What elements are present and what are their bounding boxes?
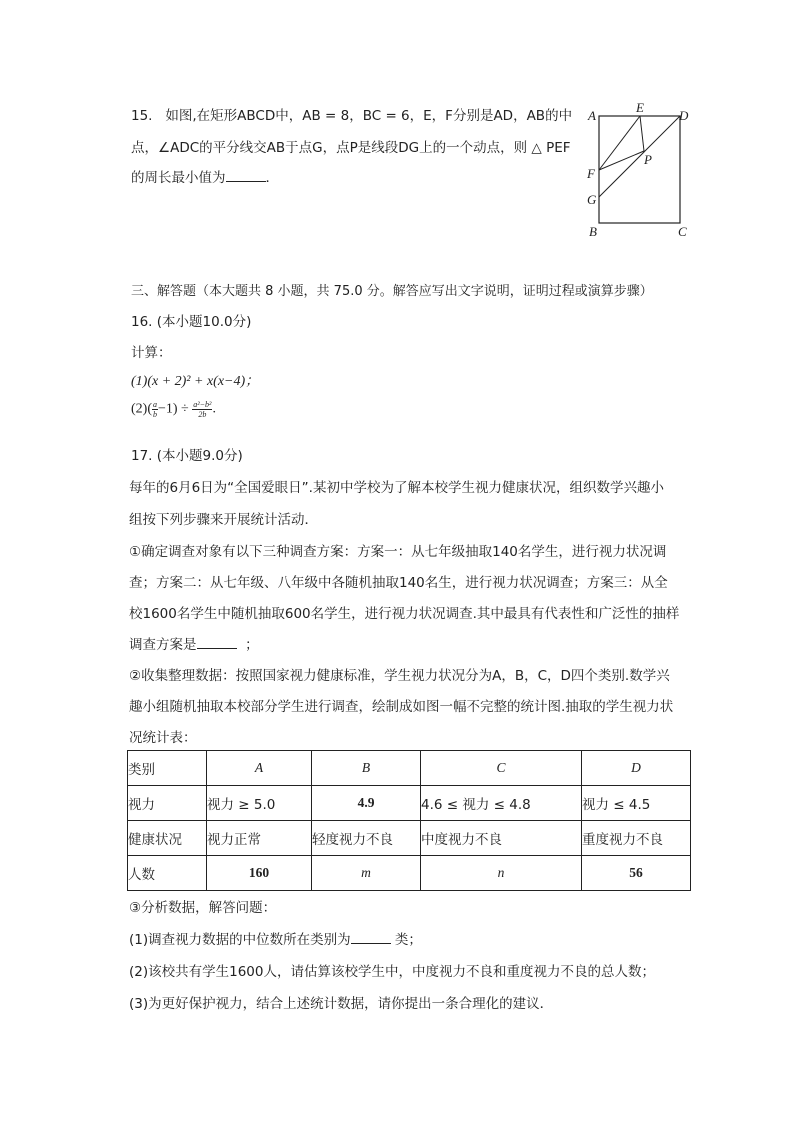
table-cell: m bbox=[312, 856, 421, 891]
answer-blank bbox=[226, 169, 266, 182]
q17-s1-line2: 查；方案二：从七年级、八年级中各随机抽取140名生，进行视力状况调查；方案三：从全 bbox=[129, 575, 668, 591]
table-cell: 视力正常 bbox=[207, 821, 312, 856]
answer-blank bbox=[351, 931, 391, 944]
label-b: B bbox=[589, 224, 597, 239]
table-cell: 类别 bbox=[128, 751, 207, 786]
table-cell: 重度视力不良 bbox=[582, 821, 691, 856]
table-cell: 视力 bbox=[128, 786, 207, 821]
rectangle-abcd bbox=[599, 116, 680, 223]
q17-s3-line1: ③分析数据，解答问题： bbox=[129, 900, 277, 916]
q17-q1-suffix: 类； bbox=[394, 932, 422, 948]
q16-part2-mid: −1) ÷ bbox=[158, 401, 193, 417]
q15-line3-prefix: 的周长最小值为 bbox=[131, 170, 226, 186]
table-row bbox=[128, 751, 691, 786]
fraction-numerator: a bbox=[153, 400, 157, 409]
segment-dg bbox=[599, 116, 680, 197]
table-cell: 视力 ≤ 4.5 bbox=[582, 786, 691, 821]
table-cell: 4.9 bbox=[312, 786, 421, 821]
q16-part1: (1)(x + 2)² + x(x−4)； bbox=[131, 374, 260, 389]
q17-p1-line1: 每年的6月6日为“全国爱眼日”.某初中学校为了解本校学生视力健康状况，组织数学兴趣小 bbox=[129, 480, 664, 496]
vision-statistics-table bbox=[127, 750, 691, 891]
q17-p1-line2: 组按下列步骤来开展统计活动． bbox=[129, 512, 318, 528]
q17-q3: (3)为更好保护视力，结合上述统计数据，请你提出一条合理化的建议． bbox=[129, 996, 554, 1012]
q15-line1 bbox=[131, 104, 572, 124]
label-g: G bbox=[587, 192, 597, 207]
answer-blank bbox=[197, 636, 237, 649]
q17-s2-line1: ②收集整理数据：按照国家视力健康标准，学生视力状况分为A，B，C，D四个类别.数学兴 bbox=[129, 668, 670, 684]
table-cell: 轻度视力不良 bbox=[312, 821, 421, 856]
q15-line3 bbox=[131, 166, 279, 186]
table-cell: 健康状况 bbox=[128, 821, 207, 856]
q17-q1 bbox=[129, 928, 422, 948]
table-cell: n bbox=[421, 856, 582, 891]
table-row bbox=[128, 856, 691, 891]
table-cell: 视力 ≥ 5.0 bbox=[207, 786, 312, 821]
table-cell: A bbox=[207, 751, 312, 786]
q17-q2: (2)该校共有学生1600人，请估算该校学生中，中度视力不良和重度视力不良的总人数； bbox=[129, 964, 655, 980]
q16-intro: 计算： bbox=[131, 345, 172, 361]
q16-part2 bbox=[131, 400, 216, 419]
table-row bbox=[128, 786, 691, 821]
table-cell: 56 bbox=[582, 856, 691, 891]
table-cell: C bbox=[421, 751, 582, 786]
label-e: E bbox=[636, 100, 644, 115]
label-f: F bbox=[587, 166, 595, 181]
fraction-denominator: 2b bbox=[198, 410, 207, 419]
q17-s2-line2: 趣小组随机抽取本校部分学生进行调查，绘制成如图一幅不完整的统计图.抽取的学生视力状 bbox=[129, 699, 674, 715]
table-cell: 人数 bbox=[128, 856, 207, 891]
table-cell: 4.6 ≤ 视力 ≤ 4.8 bbox=[421, 786, 582, 821]
q16-header: 16. (本小题10.0分) bbox=[131, 314, 252, 330]
table-cell: 中度视力不良 bbox=[421, 821, 582, 856]
label-d: D bbox=[679, 108, 689, 123]
q15-text-line1: 如图,在矩形ABCD中，AB = 8，BC = 6，E，F分别是AD，AB的中 bbox=[165, 108, 573, 124]
q17-s1-line3: 校1600名学生中随机抽取600名学生，进行视力状况调查.其中最具有代表性和广泛性的抽样 bbox=[129, 606, 680, 622]
q16-part2-suffix: . bbox=[212, 401, 216, 417]
section3-title: 三、解答题（本大题共 8 小题，共 75.0 分。解答应写出文字说明，证明过程或演算步骤） bbox=[131, 284, 653, 299]
q15-line3-suffix: ． bbox=[265, 170, 279, 186]
table-cell: 160 bbox=[207, 856, 312, 891]
fraction-numerator: a²−b² bbox=[193, 400, 212, 409]
label-a: A bbox=[588, 108, 596, 123]
q17-s1-line4 bbox=[129, 633, 259, 653]
q17-q1-prefix: (1)调查视力数据的中位数所在类别为 bbox=[129, 932, 351, 948]
q17-s1-line4-suffix: ； bbox=[245, 637, 259, 653]
q16-fraction-main bbox=[192, 400, 212, 419]
label-c: C bbox=[678, 224, 687, 239]
table-cell: B bbox=[312, 751, 421, 786]
table-row bbox=[128, 821, 691, 856]
q17-s1-line4-prefix: 调查方案是 bbox=[129, 637, 197, 653]
q17-s1-line1: ①确定调查对象有以下三种调查方案：方案一：从七年级抽取140名学生，进行视力状况调 bbox=[129, 544, 667, 560]
table-cell: D bbox=[582, 751, 691, 786]
fraction-denominator: b bbox=[153, 410, 157, 419]
q15-rectangle-figure bbox=[580, 100, 700, 245]
q16-part2-prefix: (2)( bbox=[131, 401, 152, 417]
label-p: P bbox=[644, 152, 652, 167]
segment-ep bbox=[640, 116, 644, 151]
q17-s2-line3: 况统计表： bbox=[129, 730, 197, 746]
q17-header: 17. (本小题9.0分) bbox=[131, 448, 243, 464]
q15-number: 15. bbox=[131, 108, 153, 124]
q15-line2: 点，∠ADC的平分线交AB于点G，点P是线段DG上的一个动点，则 △ PEF bbox=[131, 140, 571, 156]
